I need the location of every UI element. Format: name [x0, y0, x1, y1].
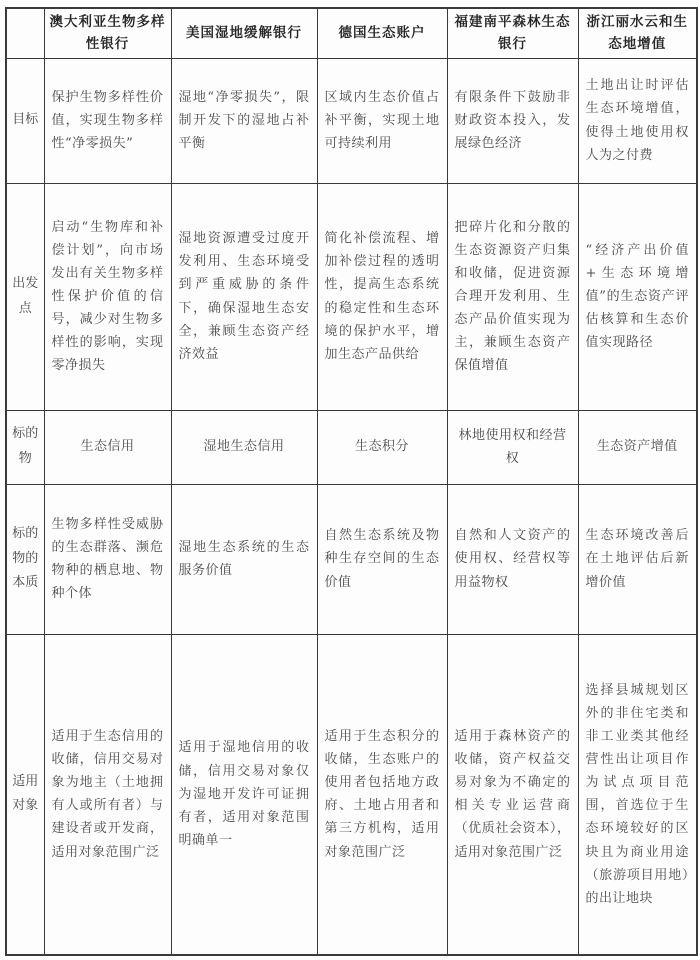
table-cell: 适用于生态信用的收储，信用交易对象为地主（土地拥有人或所有者）与建设者或开发商，适用对象范围广泛	[44, 634, 171, 955]
table-cell: 自然生态系统及物种生存空间的生态价值	[317, 484, 447, 634]
table-cell: 湿地生态系统的生态服务价值	[171, 484, 317, 634]
table-cell: 适用于森林资产的收储，资产权益交易对象为不确定的相关专业运营商（优质社会资本），适用对象范围广泛	[447, 634, 578, 955]
table-cell: 土地出让时评估生态环境增值，使得土地使用权人为之付费	[578, 58, 697, 183]
table-cell: 简化补偿流程、增加补偿过程的透明性，提高生态系统的稳定性和生态环境的保护水平，增加生态产品供给	[317, 183, 447, 410]
column-header-us-wetland-mitigation-bank: 美国湿地缓解银行	[171, 8, 317, 58]
table-cell: 区域内生态价值占补平衡，实现土地可持续利用	[317, 58, 447, 183]
column-header-fujian-nanping-forest-eco-bank: 福建南平森林生态银行	[447, 8, 578, 58]
table-cell: 适用于生态积分的收储，生态账户的使用者包括地方政府、土地占用者和第三方机构，适用对象范围广泛	[317, 634, 447, 955]
row-label-starting-point: 出发点	[6, 183, 44, 410]
table-cell: 林地使用权和经营权	[447, 410, 578, 484]
row-label-applicable-targets: 适用对象	[6, 634, 44, 955]
table-cell: 生物多样性受威胁的生态群落、濒危物种的栖息地、物种个体	[44, 484, 171, 634]
table-cell: 有限条件下鼓励非财政资本投入，发展绿色经济	[447, 58, 578, 183]
table-cell: 湿地“净零损失”，限制开发下的湿地占补平衡	[171, 58, 317, 183]
table-cell: 生态环境改善后在土地评估后新增价值	[578, 484, 697, 634]
column-header-zhejiang-lishui-yunhe: 浙江丽水云和生态地增值	[578, 8, 697, 58]
table-cell: 生态积分	[317, 410, 447, 484]
table-row-subject-matter	[6, 410, 697, 484]
table-row-goal	[6, 58, 697, 183]
table-cell: 湿地生态信用	[171, 410, 317, 484]
row-label-goal: 目标	[6, 58, 44, 183]
table-cell: 保护生物多样性价值，实现生物多样性“净零损失”	[44, 58, 171, 183]
table-cell: 自然和人文资产的使用权、经营权等用益物权	[447, 484, 578, 634]
table-cell: 适用于湿地信用的收储，信用交易对象仅为湿地开发许可证拥有者，适用对象范围明确单一	[171, 634, 317, 955]
corner-cell	[6, 8, 44, 58]
table-cell: 选择县城规划区外的非住宅类和非工业类其他经营性出让项目作为试点项目范围，首选位于生态环境较好的区块且为商业用途（旅游项目用地）的出让地块	[578, 634, 697, 955]
table-row-subject-essence	[6, 484, 697, 634]
table-cell: 生态资产增值	[578, 410, 697, 484]
column-header-australia-biodiversity-bank: 澳大利亚生物多样性银行	[44, 8, 171, 58]
table-header-row	[6, 8, 697, 58]
row-label-subject-essence: 标的物的本质	[6, 484, 44, 634]
comparison-table	[5, 7, 698, 956]
table-cell: 湿地资源遭受过度开发利用、生态环境受到严重威胁的条件下，确保湿地生态安全，兼顾生态资产经济效益	[171, 183, 317, 410]
row-label-subject-matter: 标的物	[6, 410, 44, 484]
table-row-starting-point	[6, 183, 697, 410]
table-cell: 启动“生物库和补偿计划”，向市场发出有关生物多样性保护价值的信号，减少对生物多样性的影响，实现零净损失	[44, 183, 171, 410]
table-cell: 生态信用	[44, 410, 171, 484]
column-header-germany-eco-account: 德国生态账户	[317, 8, 447, 58]
table-cell: 把碎片化和分散的生态资源资产归集和收储，促进资源合理开发利用、生态产品价值实现为主，兼顾生态资产保值增值	[447, 183, 578, 410]
table-cell: “经济产出价值+生态环境增值”的生态资产评估核算和生态价值实现路径	[578, 183, 697, 410]
table-row-applicable-targets	[6, 634, 697, 955]
